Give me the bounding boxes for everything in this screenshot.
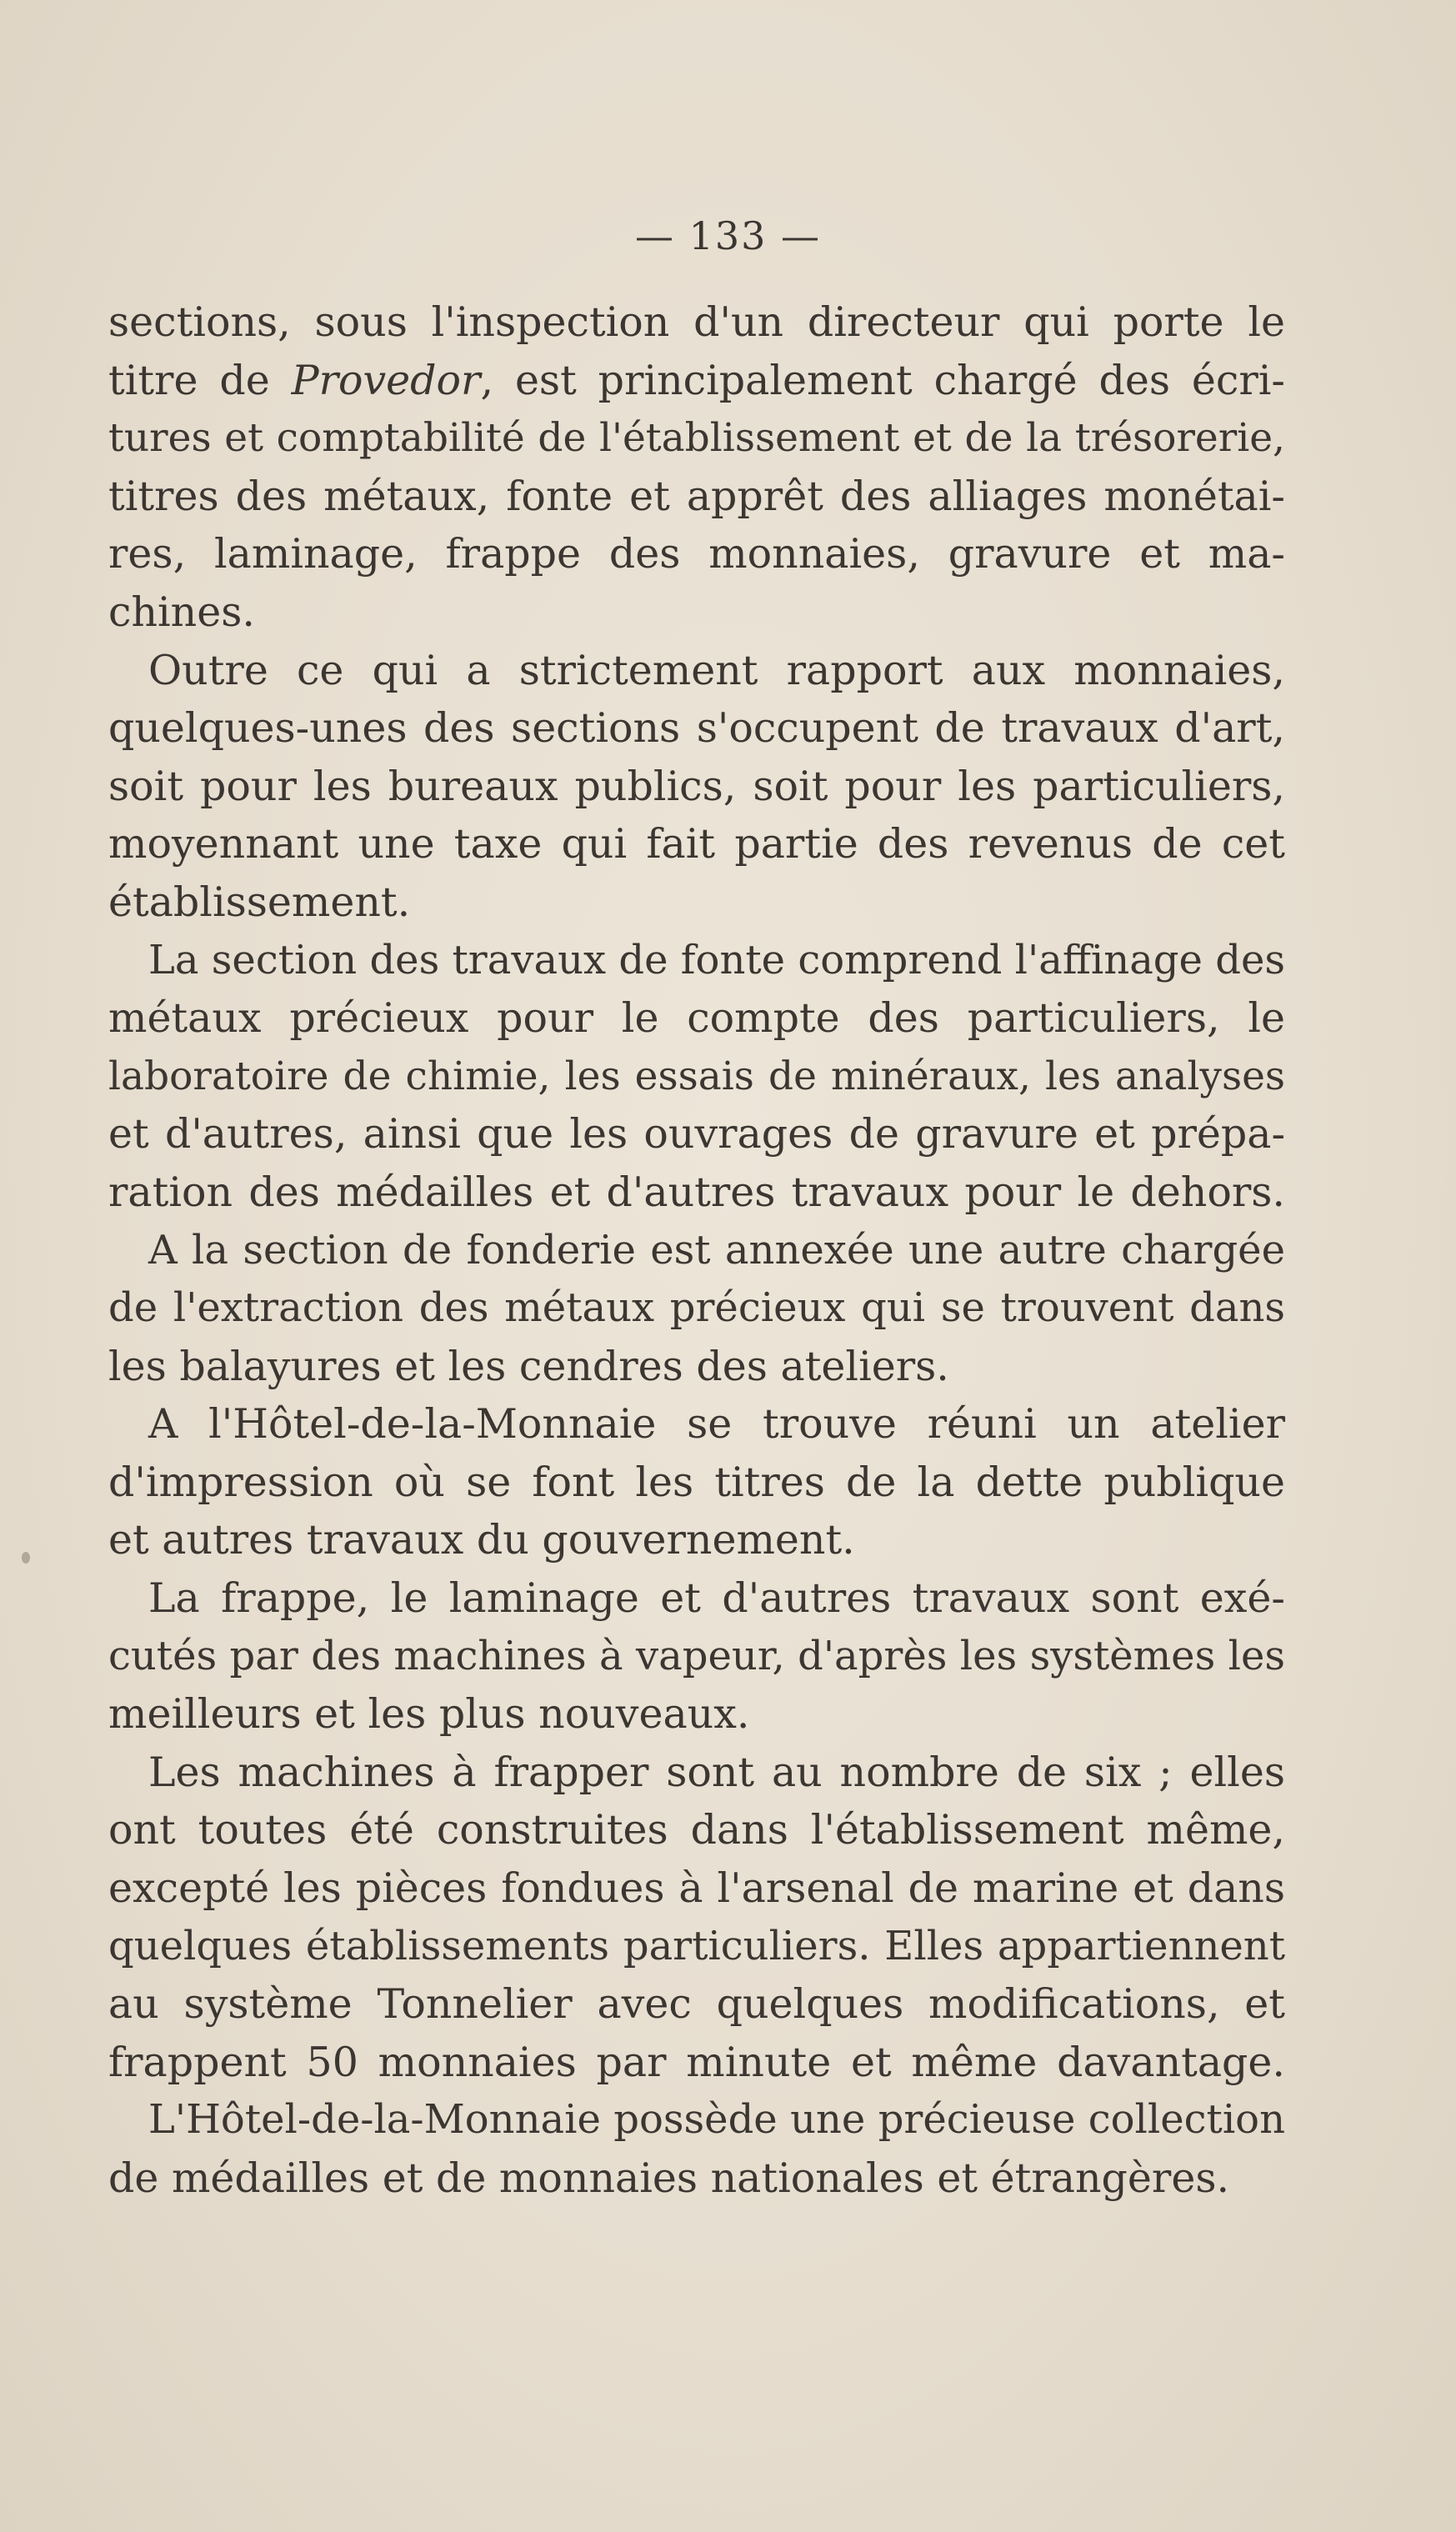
paragraph-8: [108, 2091, 1285, 2207]
text-line: chines.: [108, 588, 255, 636]
text-line: et d'autres, ainsi que les ouvrages de gravure et prépa-: [108, 1110, 1285, 1158]
text-line: Les machines à frapper sont au nombre de six ; elles: [148, 1748, 1285, 1796]
text-line: L'Hôtel-de-la-Monnaie possède une précieuse collection: [148, 2096, 1285, 2144]
italic-term-provedor: Provedor: [291, 356, 481, 404]
paragraph-4: [108, 1222, 1285, 1396]
text-line: A l'Hôtel-de-la-Monnaie se trouve réuni un atelier: [148, 1400, 1285, 1449]
paragraph-2: [108, 642, 1285, 932]
paper-spot: [22, 1552, 30, 1564]
paragraph-1: [108, 293, 1285, 642]
text-line: titre de Provedor, est principalement chargé des écri-: [108, 356, 1285, 404]
text-line: ration des médailles et d'autres travaux pour le dehors.: [108, 1168, 1285, 1216]
paragraph-7: [108, 1744, 1285, 2092]
text-line: res, laminage, frappe des monnaies, gravure et ma-: [108, 530, 1285, 578]
text-line: excepté les pièces fondues à l'arsenal de marine et dans: [108, 1864, 1285, 1913]
text-line: Outre ce qui a strictement rapport aux monnaies,: [148, 646, 1285, 694]
text-line: La section des travaux de fonte comprend l'affinage des: [148, 936, 1285, 983]
body-text: [108, 293, 1285, 2208]
text-line: cutés par des machines à vapeur, d'après les systèmes les: [108, 1632, 1285, 1679]
text-line: métaux précieux pour le compte des particuliers, le: [108, 994, 1285, 1043]
text-line: de médailles et de monnaies nationales et étrangères.: [108, 2154, 1230, 2202]
text-line: La frappe, le laminage et d'autres travaux sont exé-: [148, 1574, 1285, 1623]
text-line: moyennant une taxe qui fait partie des revenus de cet: [108, 820, 1285, 868]
paragraph-6: [108, 1569, 1285, 1744]
text-line: de l'extraction des métaux précieux qui se trouvent dans: [108, 1284, 1285, 1332]
text-line: d'impression où se font les titres de la dette publique: [108, 1458, 1285, 1506]
paragraph-5: [108, 1395, 1285, 1569]
text-line: laboratoire de chimie, les essais de minéraux, les analyses: [108, 1053, 1285, 1099]
text-line: au système Tonnelier avec quelques modifications, et: [108, 1980, 1285, 2029]
text-line: quelques établissements particuliers. Elles appartiennent: [108, 1922, 1285, 1969]
text-line: titres des métaux, fonte et apprêt des alliages monétai-: [108, 472, 1285, 520]
text-line: les balayures et les cendres des ateliers.: [108, 1342, 949, 1390]
text-line: et autres travaux du gouvernement.: [108, 1516, 855, 1564]
text-line: quelques-unes des sections s'occupent de travaux d'art,: [108, 704, 1285, 753]
text-line: A la section de fonderie est annexée une autre chargée: [148, 1226, 1285, 1274]
text-line: tures et comptabilité de l'établissement et de la trésorerie,: [108, 415, 1285, 462]
page-number: — 133 —: [634, 213, 822, 258]
text-line: meilleurs et les plus nouveaux.: [108, 1690, 750, 1739]
text-line: établissement.: [108, 878, 411, 926]
text-line: frappent 50 monnaies par minute et même davantage.: [108, 2038, 1285, 2086]
text-line: sections, sous l'inspection d'un directeur qui porte le: [108, 298, 1285, 346]
text-line: ont toutes été construites dans l'établissement même,: [108, 1806, 1285, 1854]
text-line: soit pour les bureaux publics, soit pour les particuliers,: [108, 762, 1285, 810]
paragraph-3: [108, 932, 1285, 1222]
